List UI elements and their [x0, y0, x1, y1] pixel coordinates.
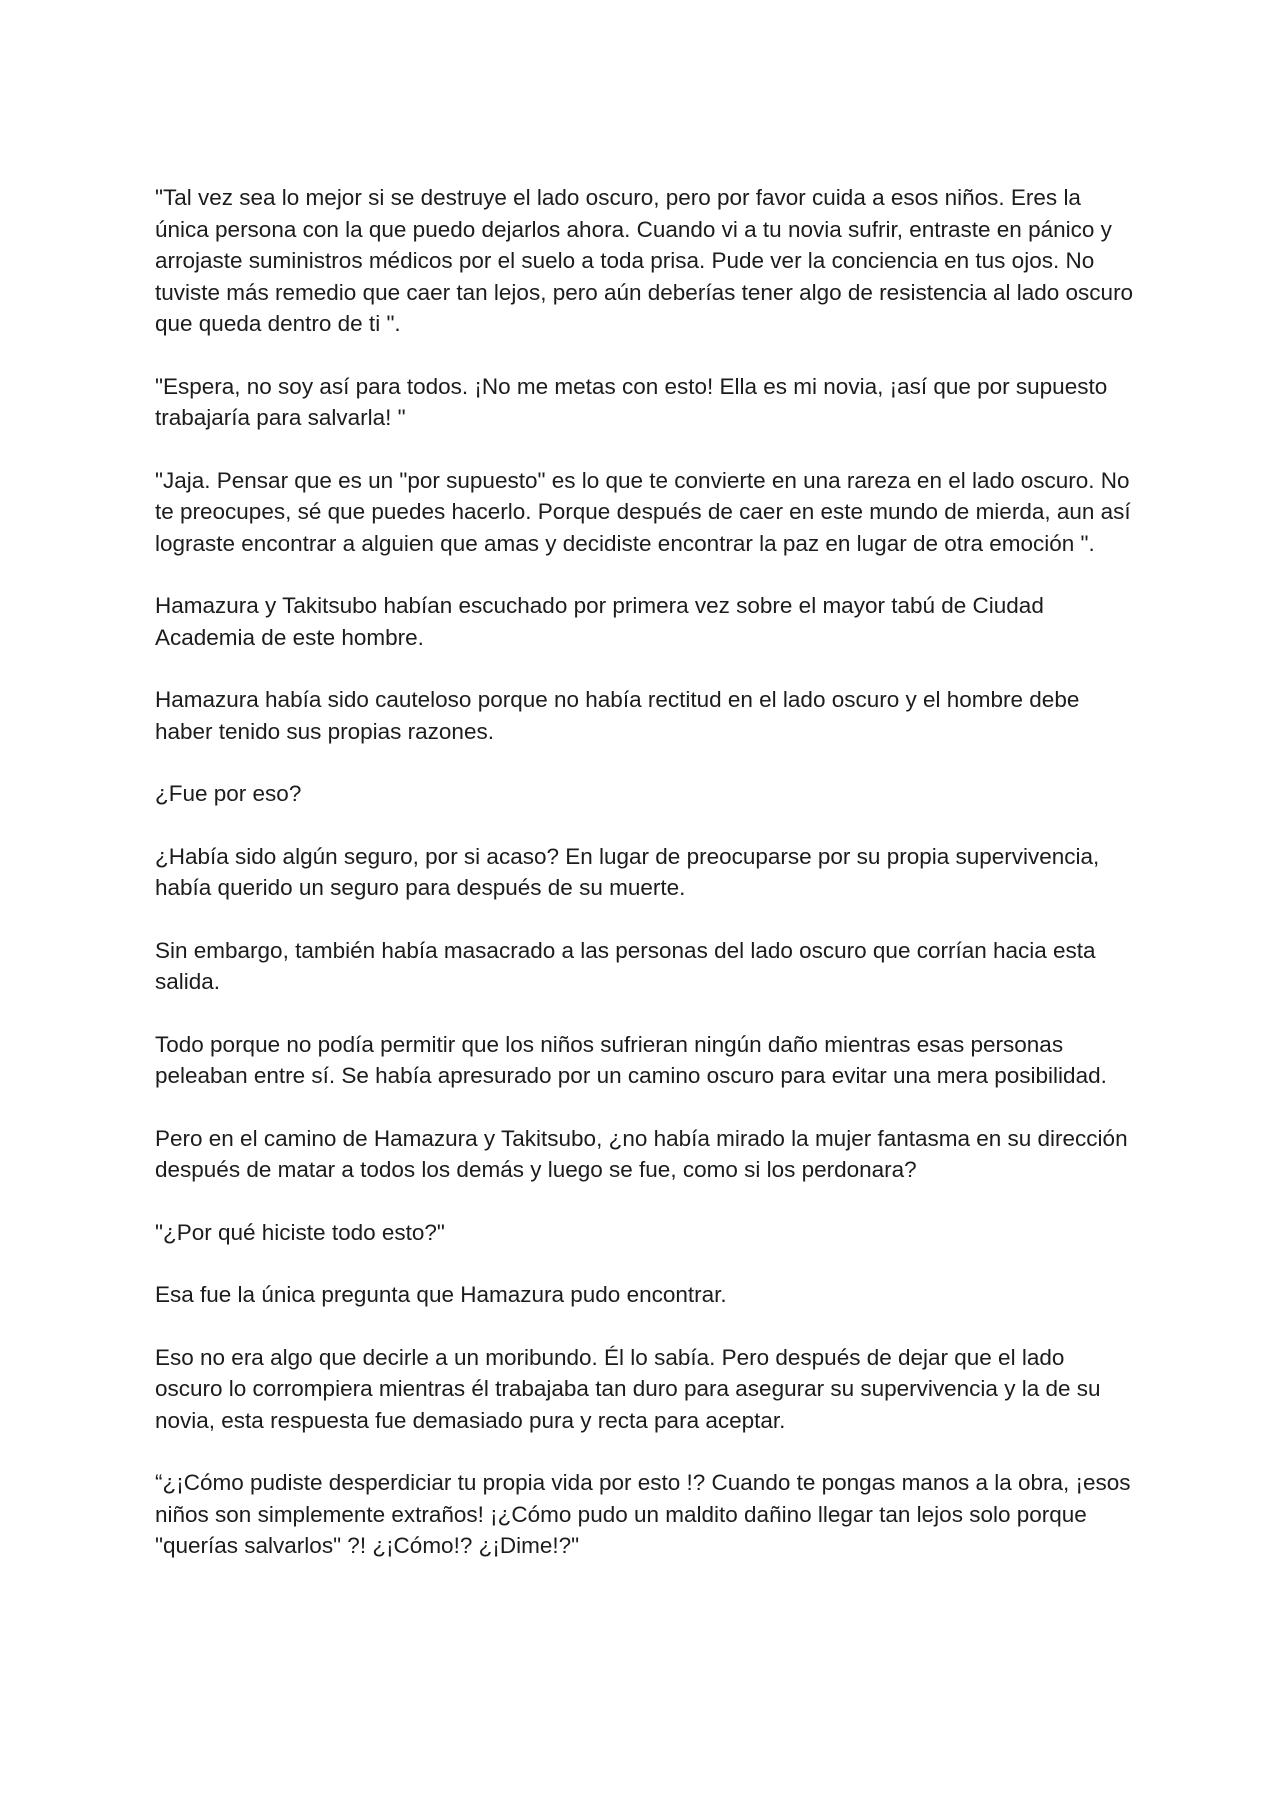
paragraph: Pero en el camino de Hamazura y Takitsubo, ¿no había mirado la mujer fantasma en su dirección después de matar a todos los demás y luego se fue, como si los perdonara?: [155, 1125, 1128, 1182]
paragraph: "Tal vez sea lo mejor si se destruye el lado oscuro, pero por favor cuida a esos niños. Eres la única persona con la que puedo dejarlos ahora. Cuando vi a tu novia sufrir, entraste en pánico y arrojaste suministros médicos por el suelo a toda prisa. Pude ver la conciencia en tus ojos. No tuviste más remedio que caer tan lejos, pero aún deberías tener algo de resistencia al lado oscuro que queda dentro de ti ".: [155, 185, 1134, 336]
document-body: [155, 182, 1135, 1562]
paragraph: Eso no era algo que decirle a un moribundo. Él lo sabía. Pero después de dejar que el lado oscuro lo corrompiera mientras él trabajaba tan duro para asegurar su supervivencia y la de su novia, esta respuesta fue demasiado pura y recta para aceptar.: [155, 1344, 1101, 1433]
paragraph: Hamazura había sido cauteloso porque no había rectitud en el lado oscuro y el hombre debe haber tenido sus propias razones.: [155, 687, 1080, 744]
paragraph: “¿¡Cómo pudiste desperdiciar tu propia vida por esto !? Cuando te pongas manos a la obra, ¡esos niños son simplemente extraños! ¡¿Cómo pudo un maldito dañino llegar tan lejos solo porque "querías salvarlos" ?! ¿¡Cómo!? ¿¡Dime!?": [155, 1470, 1131, 1558]
paragraph: "Jaja. Pensar que es un "por supuesto" es lo que te convierte en una rareza en el lado oscuro. No te preocupes, sé que puedes hacerlo. Porque después de caer en este mundo de mierda, aun así lograste encontrar a alguien que amas y decidiste encontrar la paz en lugar de otra emoción ".: [155, 467, 1131, 556]
paragraph: "¿Por qué hiciste todo esto?": [155, 1219, 445, 1245]
paragraph: "Espera, no soy así para todos. ¡No me metas con esto! Ella es mi novia, ¡así que por supuesto trabajaría para salvarla! ": [155, 373, 1108, 430]
paragraph: ¿Fue por eso?: [155, 781, 302, 806]
paragraph: Esa fue la única pregunta que Hamazura pudo encontrar.: [155, 1282, 727, 1307]
paragraph: ¿Había sido algún seguro, por si acaso? En lugar de preocuparse por su propia supervivencia, había querido un seguro para después de su muerte.: [155, 843, 1100, 900]
paragraph: Sin embargo, también había masacrado a las personas del lado oscuro que corrían hacia esta salida.: [155, 937, 1096, 994]
paragraph: Todo porque no podía permitir que los niños sufrieran ningún daño mientras esas personas peleaban entre sí. Se había apresurado por un camino oscuro para evitar una mera posibilidad.: [155, 1031, 1107, 1088]
paragraph: Hamazura y Takitsubo habían escuchado por primera vez sobre el mayor tabú de Ciudad Academia de este hombre.: [155, 593, 1044, 650]
